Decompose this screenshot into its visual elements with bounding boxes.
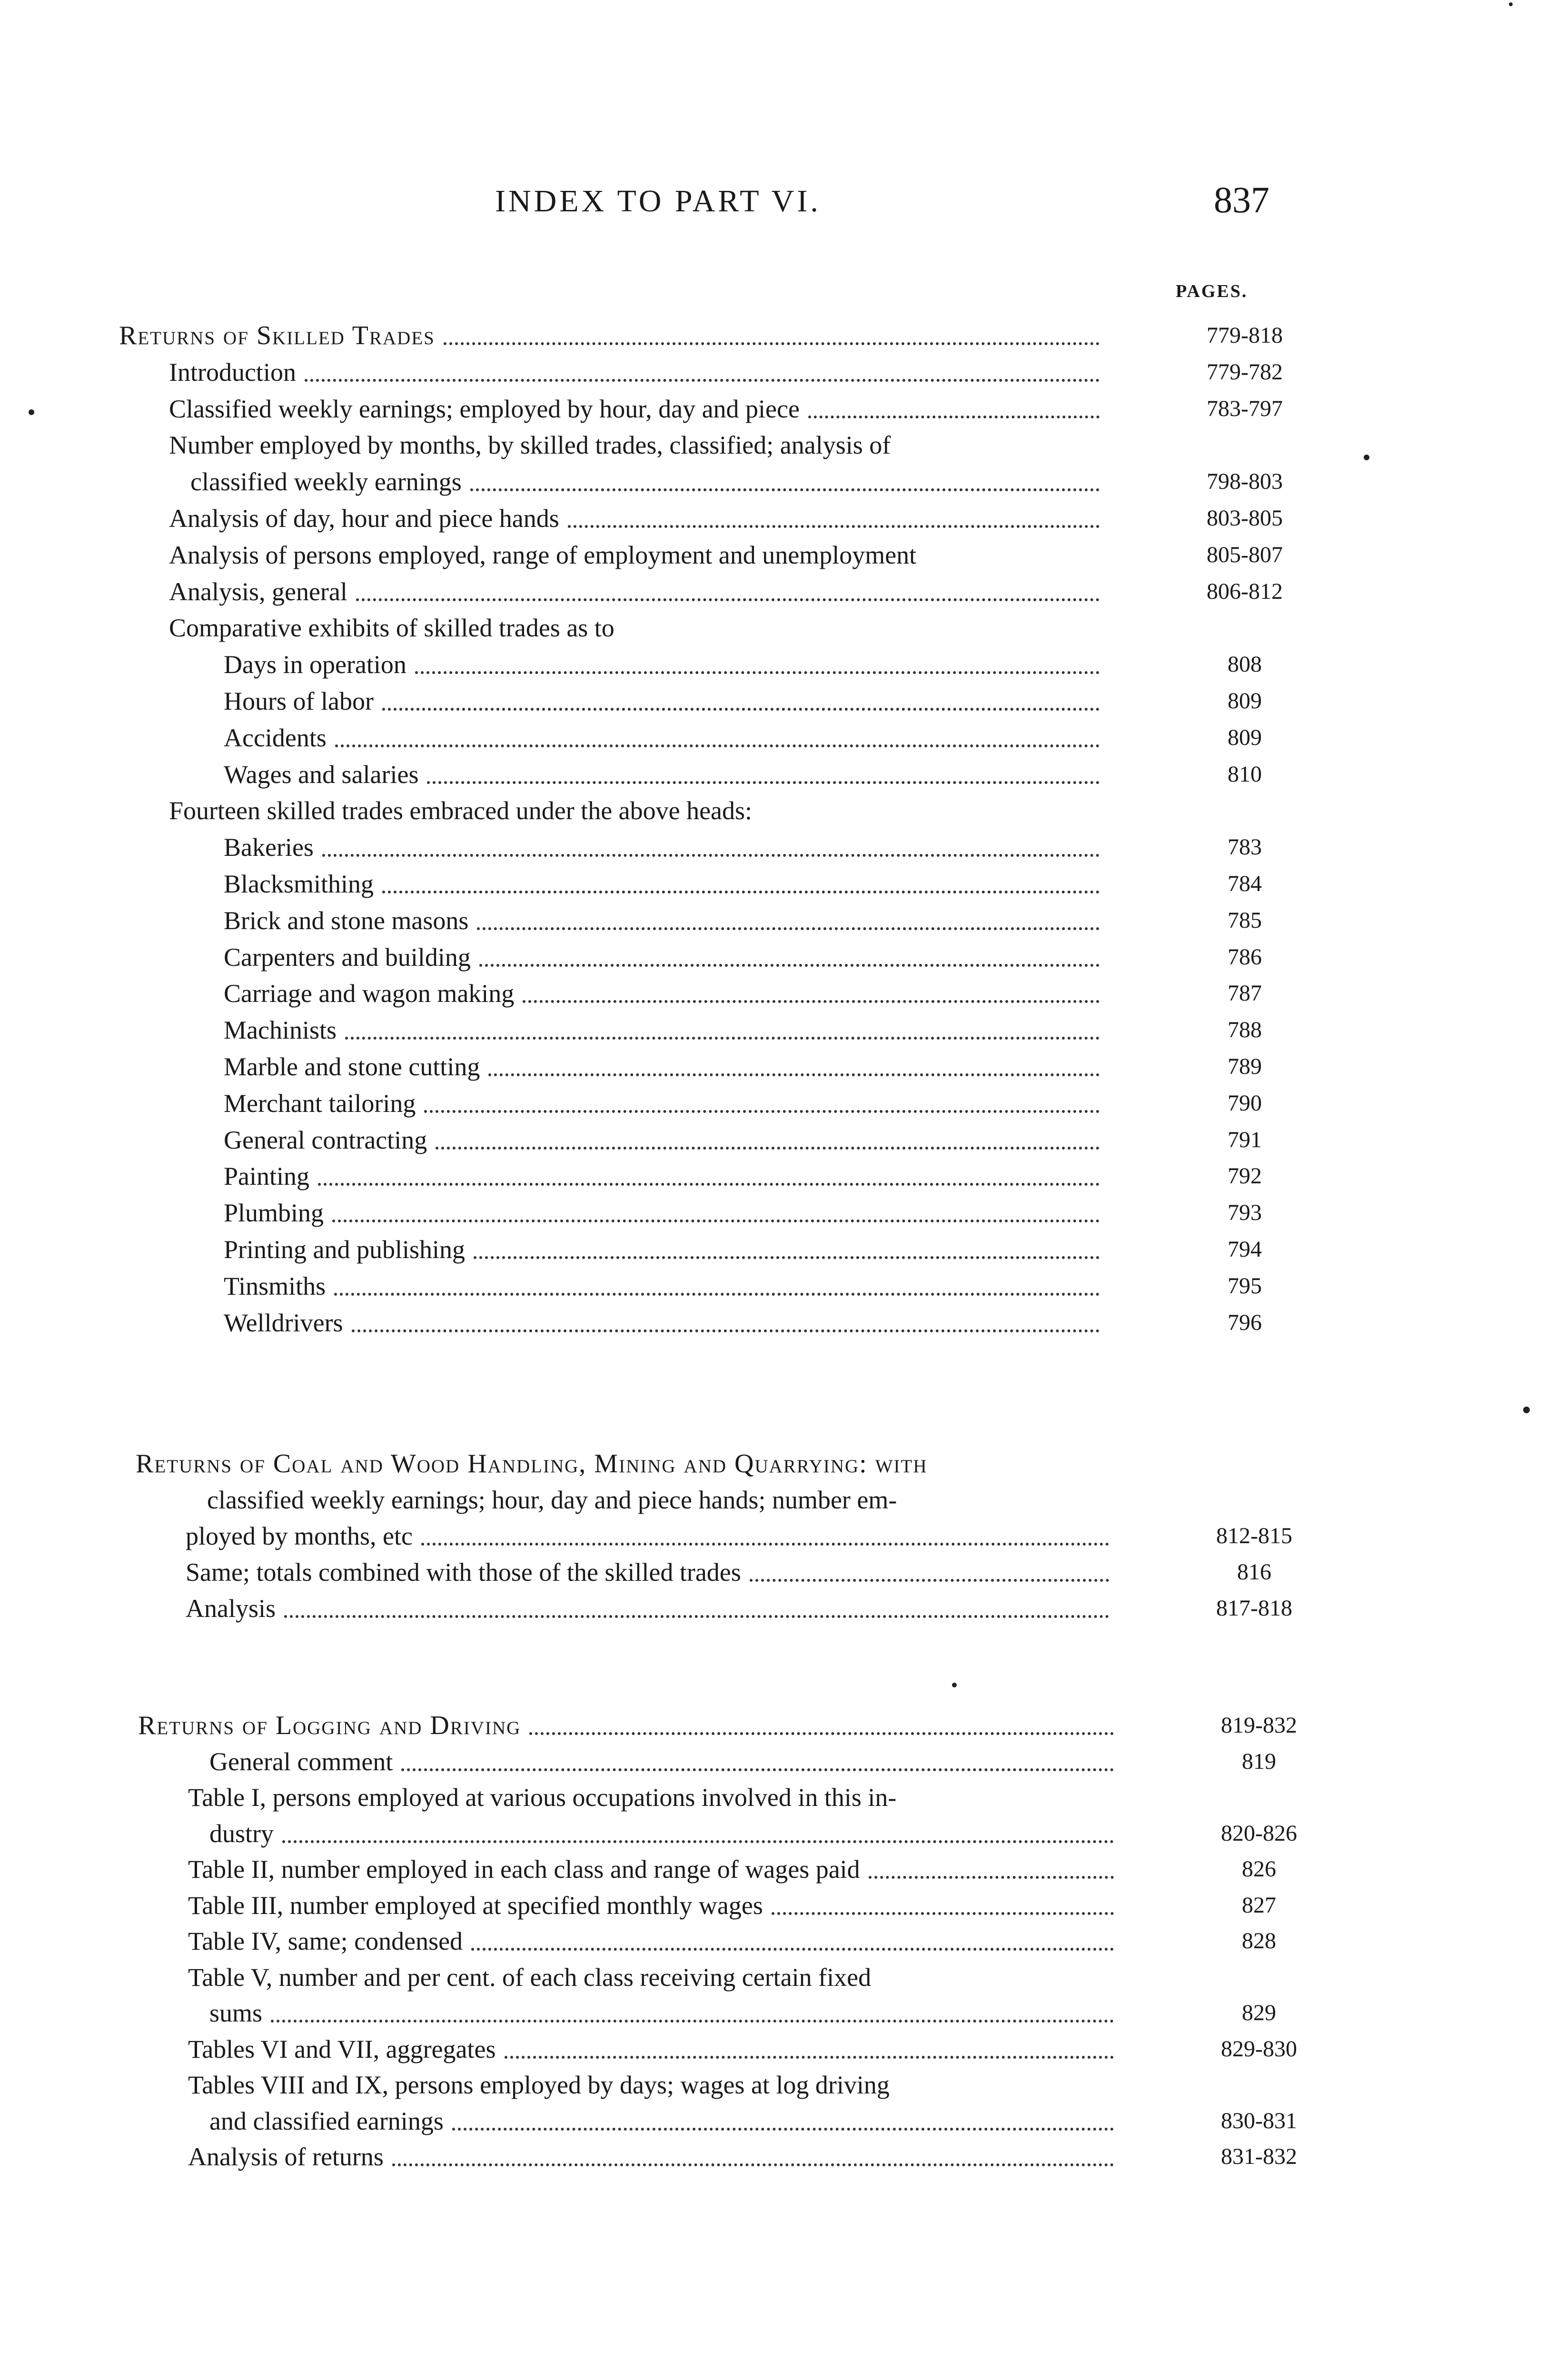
- index-entry: [224, 755, 1100, 793]
- entry-text: Tables VIII and IX, persons employed by days; wages at log driving: [188, 2071, 890, 2099]
- entry-pages: 793: [1228, 1200, 1262, 1226]
- index-entry: [190, 463, 1100, 501]
- entry-text: Merchant tailoring: [224, 1089, 416, 1118]
- scan-speck: [29, 409, 34, 415]
- entry-text: Tinsmiths: [224, 1271, 326, 1300]
- entry-pages: 794: [1228, 1237, 1262, 1262]
- entry-text: General comment: [209, 1747, 393, 1776]
- index-entry: [224, 719, 1100, 757]
- entry-pages: 817-818: [1216, 1596, 1292, 1621]
- entry-pages: 795: [1228, 1273, 1262, 1299]
- entry-text: Painting: [224, 1162, 310, 1191]
- entry-pages: 820-826: [1221, 1820, 1297, 1846]
- dot-leader: [345, 1037, 1100, 1040]
- entry-text: Analysis, general: [169, 577, 347, 606]
- entry-pages: 779-818: [1207, 323, 1283, 348]
- pages-column-label: PAGES.: [1176, 281, 1248, 301]
- dot-leader: [401, 1768, 1114, 1771]
- dot-leader: [436, 1147, 1100, 1150]
- dot-leader: [750, 1579, 1109, 1582]
- entry-pages: 798-803: [1207, 469, 1283, 495]
- index-entry: [209, 1994, 1114, 2032]
- dot-leader: [444, 342, 1100, 345]
- section-heading: Returns of Skilled Trades: [119, 321, 435, 350]
- scan-speck: [1509, 2, 1513, 6]
- entry-text: Hours of labor: [224, 687, 374, 715]
- dot-leader: [282, 1840, 1114, 1843]
- dot-leader: [488, 1073, 1100, 1076]
- entry-text: Blacksmithing: [224, 870, 374, 898]
- entry-pages: 790: [1228, 1090, 1262, 1116]
- index-entry: [224, 1267, 1100, 1305]
- entry-text: sums: [209, 1999, 263, 2027]
- index-entry: [224, 1048, 1100, 1086]
- entry-pages: 829-830: [1221, 2036, 1297, 2062]
- entry-text: dustry: [209, 1819, 274, 1848]
- dot-leader: [505, 2056, 1114, 2059]
- entry-text: Carriage and wagon making: [224, 979, 515, 1008]
- dot-leader: [470, 488, 1100, 491]
- index-entry: [136, 1445, 1109, 1483]
- entry-text: Analysis of persons employed, range of employment and unemployment: [169, 540, 917, 569]
- dot-leader: [271, 2020, 1114, 2023]
- entry-text: Table V, number and per cent. of each class receiving certain fixed: [188, 1963, 872, 1992]
- index-entry: [188, 1922, 1114, 1960]
- dot-leader: [474, 1256, 1100, 1259]
- index-entry: [188, 1958, 1114, 1996]
- entry-pages: 787: [1228, 981, 1262, 1006]
- scan-speck: [1364, 455, 1369, 460]
- entry-text: Fourteen skilled trades embraced under the above heads:: [169, 796, 753, 825]
- dot-leader: [415, 671, 1100, 674]
- entry-text: Printing and publishing: [224, 1235, 466, 1264]
- index-entry: [119, 317, 1100, 355]
- entry-text: General contracting: [224, 1125, 427, 1154]
- entry-text: Table I, persons employed at various occupations involved in this in-: [188, 1783, 897, 1812]
- index-entry: [209, 1743, 1114, 1781]
- dot-leader: [772, 1912, 1114, 1915]
- index-entry: [186, 1589, 1109, 1627]
- index-entry: [186, 1517, 1109, 1555]
- section-heading: Returns of Logging and Driving: [138, 1711, 521, 1740]
- entry-pages: 783-797: [1207, 396, 1283, 421]
- dot-leader: [382, 891, 1100, 893]
- dot-leader: [334, 1293, 1100, 1296]
- dot-leader: [568, 525, 1100, 528]
- entry-text: Analysis: [186, 1594, 276, 1623]
- entry-pages: 808: [1228, 652, 1262, 677]
- index-entry: [224, 645, 1100, 684]
- entry-pages: 791: [1228, 1127, 1262, 1152]
- page-number: 837: [1214, 179, 1269, 220]
- index-entry: [138, 1706, 1114, 1745]
- entry-pages: 789: [1228, 1054, 1262, 1079]
- dot-leader: [424, 1110, 1100, 1113]
- entry-text: Carpenters and building: [224, 942, 471, 972]
- index-entry: [169, 499, 1100, 537]
- entry-pages: 806-812: [1207, 578, 1283, 604]
- index-entry: [224, 974, 1100, 1012]
- entry-text: Number employed by months, by skilled trades, classified; analysis of: [169, 431, 891, 460]
- entry-text: Same; totals combined with those of the skilled trades: [186, 1558, 741, 1587]
- index-entry: [188, 2066, 1114, 2104]
- dot-leader: [382, 708, 1100, 711]
- index-entry: [169, 390, 1100, 428]
- entry-text: Wages and salaries: [224, 760, 419, 789]
- index-entry: [169, 536, 1100, 574]
- entry-text: Comparative exhibits of skilled trades as to: [169, 614, 614, 643]
- entry-pages: 803-805: [1207, 506, 1283, 531]
- index-entry: [224, 828, 1100, 866]
- entry-text: Tables VI and VII, aggregates: [188, 2034, 496, 2063]
- dot-leader: [529, 1732, 1114, 1735]
- entry-text: ployed by months, etc: [186, 1522, 413, 1550]
- entry-pages: 779-782: [1207, 359, 1283, 385]
- entry-text: Days in operation: [224, 650, 406, 679]
- entry-pages: 809: [1228, 724, 1262, 750]
- entry-pages: 809: [1228, 688, 1262, 714]
- index-entry: [224, 682, 1100, 720]
- entry-pages: 831-832: [1221, 2144, 1297, 2169]
- index-entry: [188, 1850, 1114, 1888]
- entry-pages: 819-832: [1221, 1713, 1297, 1738]
- entry-text: Plumbing: [224, 1199, 324, 1228]
- dot-leader: [332, 1220, 1100, 1222]
- entry-text: classified weekly earnings; hour, day and piece hands; number em-: [207, 1486, 897, 1514]
- dot-leader: [322, 854, 1100, 857]
- entry-text: Accidents: [224, 723, 327, 752]
- dot-leader: [305, 379, 1100, 382]
- entry-pages: 829: [1242, 2000, 1276, 2025]
- entry-text: Brick and stone masons: [224, 906, 469, 935]
- entry-pages: 816: [1237, 1559, 1271, 1585]
- entry-pages: 783: [1228, 834, 1262, 860]
- dot-leader: [392, 2163, 1114, 2166]
- entry-pages: 784: [1228, 871, 1262, 896]
- index-entry: [207, 1481, 1109, 1519]
- entry-text: Bakeries: [224, 833, 314, 862]
- dot-leader: [479, 964, 1100, 967]
- dot-leader: [318, 1183, 1100, 1186]
- entry-text: classified weekly earnings: [190, 467, 462, 496]
- entry-pages: 786: [1228, 944, 1262, 970]
- entry-pages: 827: [1242, 1892, 1276, 1918]
- index-entry: [209, 1815, 1114, 1853]
- index-entry: [186, 1553, 1109, 1591]
- index-entry: [169, 573, 1100, 611]
- scan-speck: [952, 1683, 957, 1687]
- entry-pages: 826: [1242, 1856, 1276, 1882]
- entry-text: Machinists: [224, 1016, 337, 1045]
- entry-text: Table IV, same; condensed: [188, 1927, 463, 1955]
- dot-leader: [869, 1876, 1114, 1879]
- entry-pages: 785: [1228, 907, 1262, 933]
- dot-leader: [427, 781, 1100, 784]
- entry-pages: 828: [1242, 1928, 1276, 1954]
- index-entry: [224, 902, 1100, 940]
- dot-leader: [452, 2128, 1114, 2131]
- entry-text: Analysis of returns: [188, 2142, 384, 2171]
- index-entry: [209, 2102, 1114, 2140]
- index-entry: [188, 2138, 1114, 2176]
- dot-leader: [477, 927, 1100, 930]
- index-entry: [224, 1011, 1100, 1049]
- entry-text: Classified weekly earnings; employed by hour, day and piece: [169, 394, 800, 423]
- entry-text: Introduction: [169, 357, 296, 387]
- entry-pages: 805-807: [1207, 542, 1283, 567]
- dot-leader: [335, 744, 1100, 747]
- entry-text: Marble and stone cutting: [224, 1052, 480, 1081]
- dot-leader: [808, 416, 1100, 418]
- index-entry: [169, 792, 1100, 830]
- index-entry: [224, 865, 1100, 903]
- entry-pages: 819: [1242, 1748, 1276, 1774]
- index-entry: [188, 1886, 1114, 1924]
- index-entry: [224, 1157, 1100, 1195]
- section-heading: Returns of Coal and Wood Handling, Mining and Quarrying: with: [136, 1449, 928, 1478]
- scan-speck: [1523, 1407, 1530, 1413]
- index-entry: [224, 1121, 1100, 1159]
- index-entry: [224, 1304, 1100, 1342]
- running-title: INDEX TO PART VI.: [495, 184, 821, 218]
- entry-text: Table II, number employed in each class and range of wages paid: [188, 1855, 860, 1884]
- dot-leader: [523, 1000, 1100, 1003]
- index-entry: [224, 1194, 1100, 1232]
- dot-leader: [284, 1615, 1109, 1618]
- entry-pages: 830-831: [1221, 2108, 1297, 2133]
- entry-pages: 796: [1228, 1309, 1262, 1335]
- index-entry: [188, 2030, 1114, 2068]
- entry-text: Table III, number employed at specified monthly wages: [188, 1891, 763, 1920]
- index-entry: [169, 609, 1100, 647]
- index-entry: [224, 938, 1100, 976]
- entry-pages: 812-815: [1216, 1523, 1292, 1548]
- dot-leader: [352, 1329, 1100, 1332]
- dot-leader: [421, 1543, 1109, 1546]
- entry-pages: 788: [1228, 1017, 1262, 1043]
- index-entry: [188, 1778, 1114, 1816]
- entry-pages: 810: [1228, 761, 1262, 787]
- entry-text: and classified earnings: [209, 2106, 444, 2135]
- dot-leader: [356, 598, 1100, 601]
- dot-leader: [471, 1948, 1114, 1951]
- entry-text: Welldrivers: [224, 1308, 343, 1337]
- entry-text: Analysis of day, hour and piece hands: [169, 504, 559, 533]
- entry-pages: 792: [1228, 1163, 1262, 1189]
- index-entry: [169, 353, 1100, 391]
- index-entry: [169, 426, 1100, 464]
- index-entry: [224, 1084, 1100, 1122]
- index-entry: [224, 1230, 1100, 1269]
